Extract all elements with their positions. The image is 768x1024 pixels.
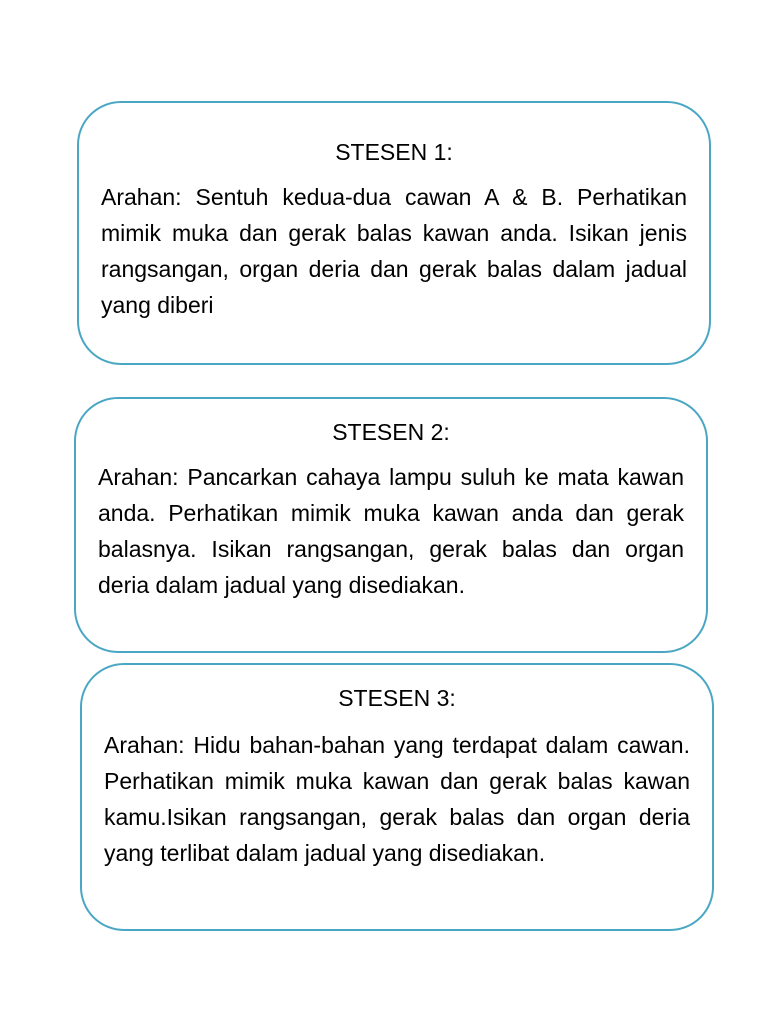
station-instruction: Arahan: Pancarkan cahaya lampu suluh ke mata kawan anda. Perhatikan mimik muka kawan anda dan gerak balasnya. Isikan rangsangan, gerak balas dan organ deria dalam jadual yang disediakan.: [98, 464, 684, 598]
station-title: STESEN 2:: [332, 419, 450, 445]
station-card-3: [80, 663, 714, 931]
station-card-2: [74, 397, 708, 653]
station-instruction: Arahan: Sentuh kedua-dua cawan A & B. Perhatikan mimik muka dan gerak balas kawan anda. Isikan jenis rangsangan, organ deria dan gerak balas dalam jadual yang diberi: [101, 184, 687, 318]
station-instruction: Arahan: Hidu bahan-bahan yang terdapat dalam cawan. Perhatikan mimik muka kawan dan gerak balas kawan kamu.Isikan rangsangan, gerak balas dan organ deria yang terlibat dalam jadual yang disediakan.: [104, 732, 690, 866]
station-title: STESEN 3:: [338, 685, 456, 711]
station-title: STESEN 1:: [335, 139, 453, 165]
station-card-1: [77, 101, 711, 365]
